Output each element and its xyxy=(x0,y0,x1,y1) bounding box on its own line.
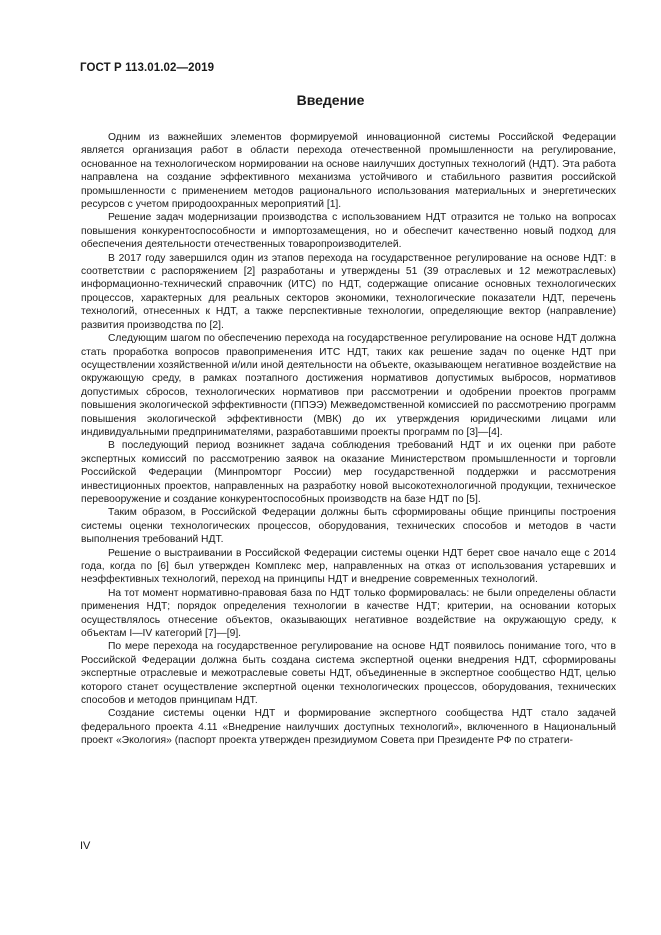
paragraph: Одним из важнейших элементов формируемой инновационной системы Российской Федерации является организация работ в области перехода отечественной промышленности на регулирование, основанное на технологическом нормировании на основе наилучших доступных технологий (НДТ). Эта работа направлена на создание эффективного механизма устойчивого и стабильного развития российской промышленности с применением методов рационального использования материальных и энергетических ресурсов с учетом природоохранных мероприятий [1]. xyxy=(81,132,616,211)
paragraph: На тот момент нормативно-правовая база по НДТ только формировалась: не были определены области применения НДТ; порядок определения технологии в качестве НДТ; критерии, на основании которых осуществлялось отнесение объектов, оказывающих негативное воздействие на окружающую среду, к объектам I—IV категорий [7]—[9]. xyxy=(81,587,616,640)
paragraph: Следующим шагом по обеспечению перехода на государственное регулирование на основе НДТ должна стать проработка вопросов правоприменения ИТС НДТ, таких как решение задач по оценке НДТ при осуществлении хозяйственной и/или иной деятельности на объекте, оказывающем негативное воздействие на окружающую среду, в рамках поэтапного достижения нормативов допустимых выбросов, нормативов допустимых сбросов, технологических нормативов при рассмотрении и одобрении проектов программ повышения экологической эффективности (ППЭЭ) Межведомственной комиссией по рассмотрению программ повышения экологической эффективности (МВК) до их утверждения юридическими лицами или индивидуальными предпринимателями, разработавшими проекты программ по [3]—[4]. xyxy=(81,333,616,438)
section-title: Введение xyxy=(296,92,365,108)
body-text xyxy=(81,131,616,748)
paragraph: По мере перехода на государственное регулирование на основе НДТ появилось понимание того, что в Российской Федерации должна быть создана система экспертной оценки внедрения НДТ, сформированы экспертные отраслевые и межотраслевые советы НДТ, объединенные в экспертное сообщество НДТ, целью которого станет осуществление экспертной оценки технологических процессов, оборудования, технических способов и методов принципам НДТ. xyxy=(81,641,616,707)
paragraph: В последующий период возникнет задача соблюдения требований НДТ и их оценки при работе экспертных комиссий по рассмотрению заявок на оказание Министерством промышленности и торговли Российской Федерации (Минпромторг России) мер государственной поддержки и рассмотрения инвестиционных проектов, направленных на разработку новой высокотехнологичной продукции, техническое перевооружение и создание конкурентоспособных производств на базе НДТ по [5]. xyxy=(81,440,616,505)
paragraph: Создание системы оценки НДТ и формирование экспертного сообщества НДТ стало задачей федерального проекта 4.11 «Внедрение наилучших доступных технологий», включенного в Национальный проект «Экология» (паспорт проекта утвержден президиумом Совета при Президенте РФ по стратеги- xyxy=(81,708,616,747)
page-number: IV xyxy=(80,840,91,852)
paragraph: Решение о выстраивании в Российской Федерации системы оценки НДТ берет свое начало еще с 2014 года, когда по [6] был утвержден Комплекс мер, направленных на отказ от использования устаревших и неэффективных технологий, переход на принципы НДТ и внедрение современных технологий. xyxy=(81,547,616,586)
document-standard-code: ГОСТ Р 113.01.02—2019 xyxy=(80,62,215,74)
paragraph: В 2017 году завершился один из этапов перехода на государственное регулирование на основе НДТ: в соответствии с распоряжением [2] разработаны и утверждены 51 (39 отраслевых и 12 межотраслевых) информационно-технический справочник (ИТС) по НДТ, содержащие описание основных технологических процессов, характерных для реальных секторов экономики, технологические показатели НДТ, перечень технологий, отнесенных к НДТ, а также перспективные технологии, определяющие вектор (направление) развития производства по [2]. xyxy=(81,252,616,331)
paragraph: Решение задач модернизации производства с использованием НДТ отразится не только на вопросах повышения конкурентоспособности и импортозамещения, но и обеспечит качественно новый подход для обеспечения деятельности отечественных товаропроизводителей. xyxy=(81,212,616,251)
paragraph: Таким образом, в Российской Федерации должны быть сформированы общие принципы построения системы оценки технологических процессов, оборудования, технических способов и методов в части выполнения требований НДТ. xyxy=(81,507,616,546)
